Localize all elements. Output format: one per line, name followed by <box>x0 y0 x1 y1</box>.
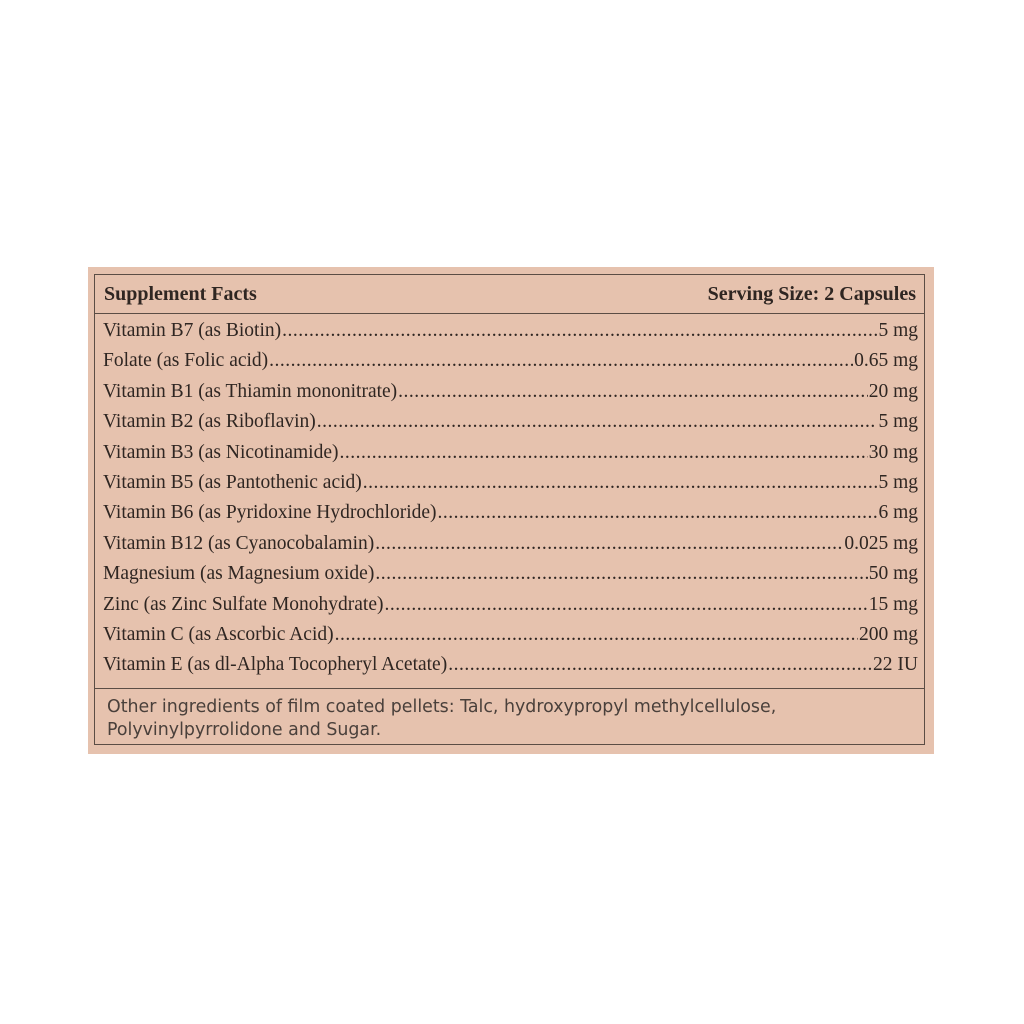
ingredient-amount: 200 mg <box>858 623 918 645</box>
ingredient-amount: 22 IU <box>873 654 918 676</box>
ingredient-row <box>95 594 924 624</box>
ingredient-row <box>95 472 924 502</box>
dot-leader <box>269 350 853 372</box>
ingredient-row <box>95 502 924 532</box>
ingredient-name: Vitamin B3 (as Nicotinamide) <box>103 441 339 463</box>
ingredient-amount: 20 mg <box>868 380 918 402</box>
ingredient-name: Vitamin B1 (as Thiamin mononitrate) <box>103 380 398 402</box>
dot-leader <box>363 472 878 494</box>
dot-leader <box>375 563 867 585</box>
serving-size: Serving Size: 2 Capsules <box>707 283 916 305</box>
dot-leader <box>375 533 843 555</box>
other-ingredients: Other ingredients of film coated pellets: Talc, hydroxypropyl methylcellulose, Polyvinylpyrrolidone and Sugar. <box>95 688 924 744</box>
ingredient-row <box>95 563 924 593</box>
ingredient-name: Magnesium (as Magnesium oxide) <box>103 563 375 585</box>
ingredient-row <box>95 411 924 441</box>
ingredient-name: Vitamin B5 (as Pantothenic acid) <box>103 471 362 493</box>
ingredient-row <box>95 624 924 654</box>
ingredient-row <box>95 320 924 350</box>
ingredient-amount: 0.025 mg <box>844 532 918 554</box>
ingredient-row <box>95 442 924 472</box>
ingredient-row <box>95 350 924 380</box>
ingredient-name: Vitamin B7 (as Biotin) <box>103 320 282 341</box>
ingredient-name: Vitamin B12 (as Cyanocobalamin) <box>103 532 375 554</box>
dot-leader <box>317 411 878 433</box>
ingredient-name: Vitamin B6 (as Pyridoxine Hydrochloride) <box>103 502 437 524</box>
dot-leader <box>438 502 878 524</box>
ingredient-row <box>95 654 924 684</box>
ingredient-amount: 5 mg <box>878 320 918 341</box>
dot-leader <box>448 654 872 676</box>
ingredient-row <box>95 381 924 411</box>
ingredient-amount: 5 mg <box>878 411 918 433</box>
ingredient-amount: 30 mg <box>868 441 918 463</box>
dot-leader <box>282 320 877 342</box>
facts-header <box>95 275 924 314</box>
dot-leader <box>335 624 858 646</box>
ingredient-amount: 6 mg <box>878 502 918 524</box>
supplement-facts-box <box>94 274 925 745</box>
ingredient-name: Vitamin B2 (as Riboflavin) <box>103 411 316 433</box>
supplement-label-panel <box>88 267 934 754</box>
facts-title: Supplement Facts <box>104 283 257 305</box>
dot-leader <box>340 442 868 464</box>
ingredient-name: Zinc (as Zinc Sulfate Monohydrate) <box>103 593 384 615</box>
ingredient-name: Vitamin E (as dl-Alpha Tocopheryl Acetate) <box>103 654 448 676</box>
ingredient-name: Vitamin C (as Ascorbic Acid) <box>103 623 334 645</box>
ingredient-amount: 15 mg <box>868 593 918 615</box>
ingredient-amount: 50 mg <box>868 563 918 585</box>
dot-leader <box>398 381 868 403</box>
ingredient-amount: 0.65 mg <box>854 350 918 372</box>
dot-leader <box>385 594 868 616</box>
ingredient-name: Folate (as Folic acid) <box>103 350 269 372</box>
ingredient-list <box>95 320 924 685</box>
ingredient-row <box>95 533 924 563</box>
ingredient-amount: 5 mg <box>878 471 918 493</box>
